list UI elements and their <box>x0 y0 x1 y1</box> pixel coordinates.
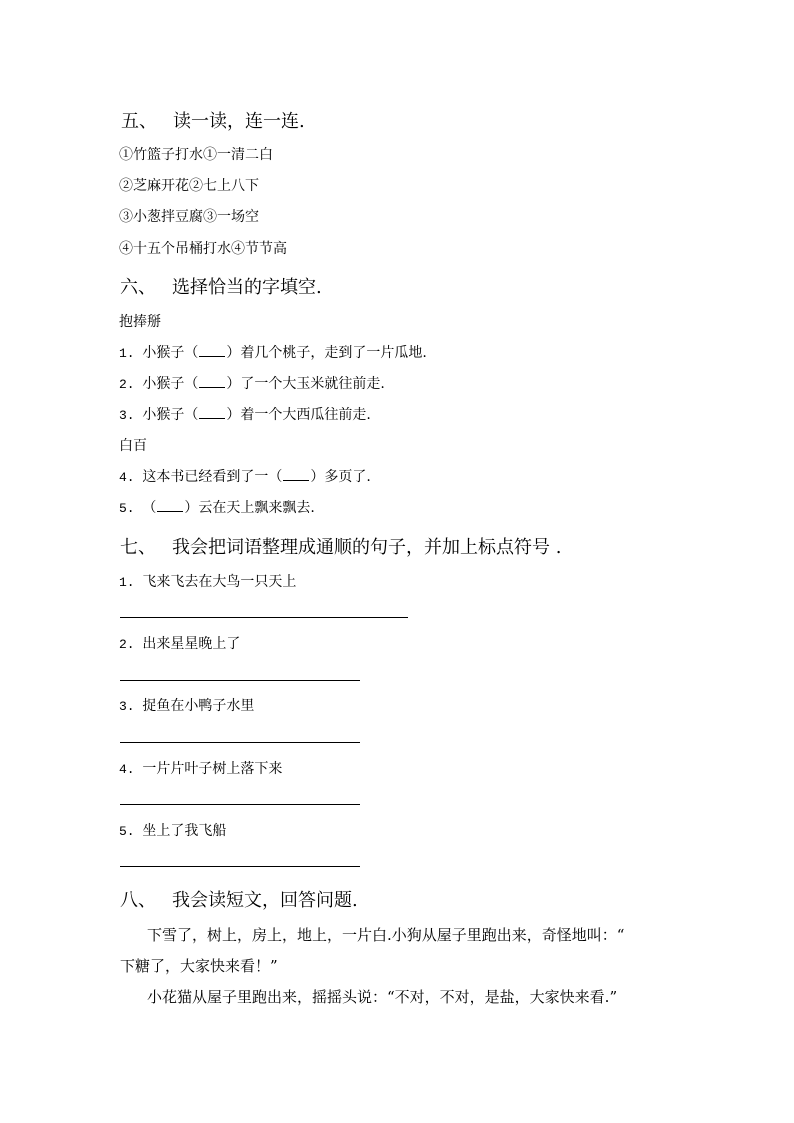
char-choices-group-1: 抱捧掰 <box>119 314 161 330</box>
fill-blank[interactable] <box>283 467 309 481</box>
question-number: 1. <box>119 346 143 361</box>
fill-question-4: 4. 这本书已经看到了一（ ）多页了. <box>119 469 371 485</box>
fill-blank[interactable] <box>199 343 225 357</box>
answer-line-2[interactable] <box>120 680 360 681</box>
char-choices-group-2: 白百 <box>119 438 147 454</box>
sentence-item-3: 3. 捉鱼在小鸭子水里 <box>119 698 255 714</box>
fill-blank[interactable] <box>199 374 225 388</box>
match-item-3: ③小葱拌豆腐③一场空 <box>119 209 259 225</box>
passage-line-2: 下糖了，大家快来看！” <box>120 957 278 975</box>
answer-line-1[interactable] <box>120 617 408 618</box>
section-five-heading <box>121 107 305 133</box>
answer-line-3[interactable] <box>120 742 360 743</box>
fill-blank[interactable] <box>157 498 183 512</box>
question-number: 4. <box>119 470 143 485</box>
section-seven-heading <box>120 533 561 559</box>
fill-question-5: 5. （ ）云在天上飘来飘去. <box>119 500 315 516</box>
section-six-heading <box>120 273 322 299</box>
section-eight-number: 八、 <box>120 890 156 911</box>
answer-line-4[interactable] <box>120 804 360 805</box>
fill-blank[interactable] <box>199 405 225 419</box>
sentence-item-2: 2. 出来星星晚上了 <box>119 636 241 652</box>
section-five-title: 读一读，连一连. <box>173 111 305 132</box>
sentence-item-1: 1. 飞来飞去在大鸟一只天上 <box>119 574 297 590</box>
question-number: 3. <box>119 408 143 423</box>
passage-line-3: 小花猫从屋子里跑出来，摇摇头说：“不对，不对，是盐，大家快来看.” <box>147 988 618 1006</box>
answer-line-5[interactable] <box>120 866 360 867</box>
sentence-item-4: 4. 一片片叶子树上落下来 <box>119 761 283 777</box>
fill-question-2: 2. 小猴子（ ）了一个大玉米就往前走. <box>119 376 385 392</box>
section-six-title: 选择恰当的字填空. <box>172 277 322 298</box>
question-number: 5. <box>119 501 143 516</box>
passage-line-1: 下雪了，树上，房上，地上，一片白.小狗从屋子里跑出来，奇怪地叫：“ <box>147 926 625 944</box>
section-eight-title: 我会读短文，回答问题. <box>172 890 358 911</box>
sentence-item-5: 5. 坐上了我飞船 <box>119 823 227 839</box>
section-seven-title: 我会把词语整理成通顺的句子，并加上标点符号 . <box>172 537 562 558</box>
question-number: 2. <box>119 377 143 392</box>
fill-question-1: 1. 小猴子（ ）着几个桃子，走到了一片瓜地. <box>119 345 427 361</box>
section-seven-number: 七、 <box>120 537 156 558</box>
section-eight-heading <box>120 886 358 912</box>
match-item-1: ①竹篮子打水①一清二白 <box>119 147 273 163</box>
match-item-2: ②芝麻开花②七上八下 <box>119 178 259 194</box>
section-six-number: 六、 <box>120 277 156 298</box>
section-five-number: 五、 <box>121 111 157 132</box>
fill-question-3: 3. 小猴子（ ）着一个大西瓜往前走. <box>119 407 371 423</box>
match-item-4: ④十五个吊桶打水④节节高 <box>119 241 287 257</box>
